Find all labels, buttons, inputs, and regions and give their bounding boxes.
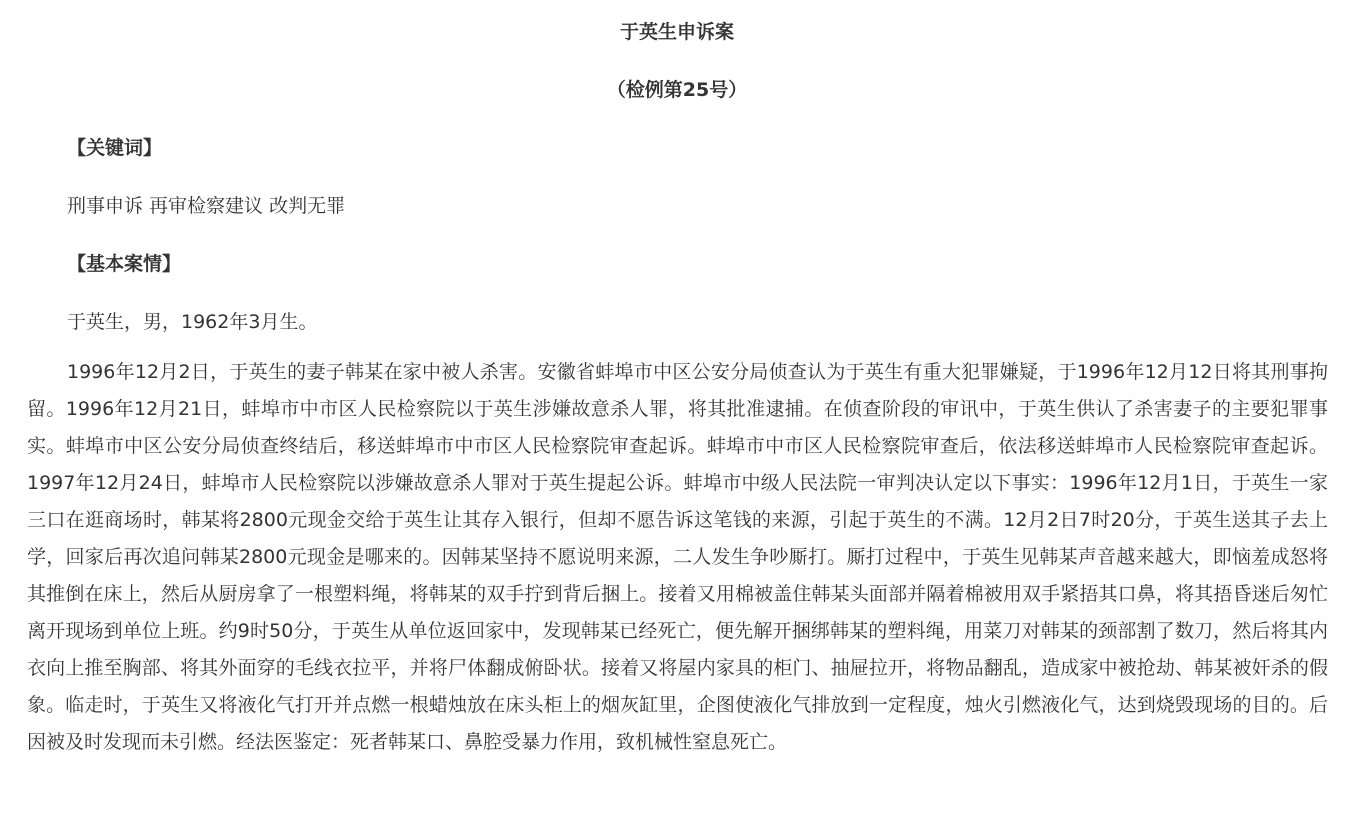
facts-heading: 【基本案情】 bbox=[67, 253, 182, 275]
keywords-heading: 【关键词】 bbox=[67, 137, 163, 159]
keywords-text: 刑事申诉 再审检察建议 改判无罪 bbox=[67, 195, 346, 217]
document-title: 于英生申诉案 bbox=[619, 21, 734, 43]
case-number: （检例第25号） bbox=[606, 79, 748, 101]
facts-paragraph: 1996年12月2日，于英生的妻子韩某在家中被人杀害。安徽省蚌埠市中区公安分局侦查认为于英生有重大犯罪嫌疑，于1996年12月12日将其刑事拘留。1996年12月21日，蚌埠市中市区人民检察院以于英生涉嫌故意杀人罪，将其批准逮捕。在侦查阶段的审讯中，于英生供认了杀害妻子的主要犯罪事实。蚌埠市中区公安分局侦查终结后，移送蚌埠市中市区人民检察院审查起诉。蚌埠市中市区人民检察院审查后，依法移送蚌埠市人民检察院审查起诉。1997年12月24日，蚌埠市人民检察院以涉嫌故意杀人罪对于英生提起公诉。蚌埠市中级人民法院一审判决认定以下事实：1996年12月1日，于英生一家三口在逛商场时，韩某将2800元现金交给于英生让其存入银行，但却不愿告诉这笔钱的来源，引起于英生的不满。12月2日7时20分，于英生送其子去上学，回家后再次追问韩某2800元现金是哪来的。因韩某坚持不愿说明来源，二人发生争吵厮打。厮打过程中，于英生见韩某声音越来越大，即恼羞成怒将其推倒在床上，然后从厨房拿了一根塑料绳，将韩某的双手拧到背后捆上。接着又用棉被盖住韩某头面部并隔着棉被用双手紧捂其口鼻，将其捂昏迷后匆忙离开现场到单位上班。约9时50分，于英生从单位返回家中，发现韩某已经死亡，便先解开捆绑韩某的塑料绳，用菜刀对韩某的颈部割了数刀，然后将其内衣向上推至胸部、将其外面穿的毛线衣拉平，并将尸体翻成俯卧状。接着又将屋内家具的柜门、抽屉拉开，将物品翻乱，造成家中被抢劫、韩某被奸杀的假象。临走时，于英生又将液化气打开并点燃一根蜡烛放在床头柜上的烟灰缸里，企图使液化气排放到一定程度，烛火引燃液化气，达到烧毁现场的目的。后因被及时发现而未引燃。经法医鉴定：死者韩某口、鼻腔受暴力作用，致机械性窒息死亡。 bbox=[27, 361, 1328, 753]
person-intro: 于英生，男，1962年3月生。 bbox=[67, 311, 318, 333]
